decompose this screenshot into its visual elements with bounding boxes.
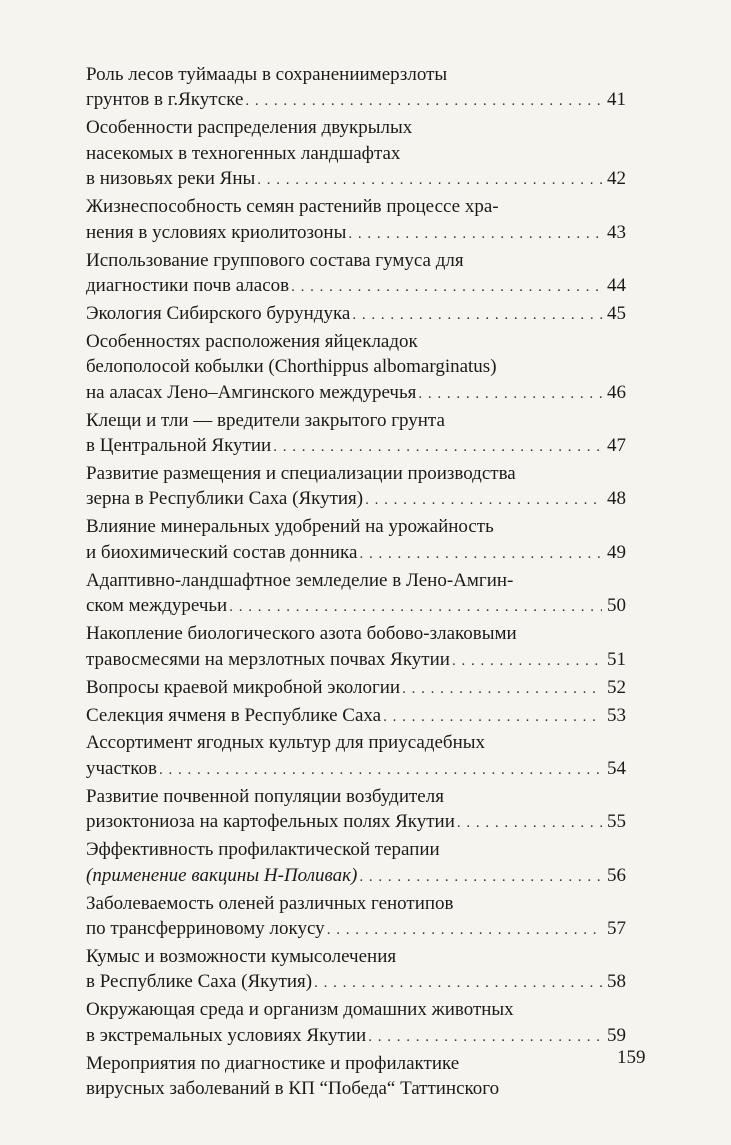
toc-entry-line: [86, 969, 626, 994]
toc-entry-text: и биохимический состав донника: [86, 541, 358, 563]
toc-entry-text: Ассортимент ягодных культур для приусадебных: [86, 732, 485, 754]
toc-entry-line: [86, 115, 626, 140]
toc-page-number: 51: [607, 648, 626, 670]
toc-entry-line: [86, 944, 626, 969]
toc-entry-line: [86, 87, 626, 112]
toc-entry-text: в низовьях реки Яны: [86, 168, 256, 190]
toc-entry-text: Клещи и тли — вредители закрытого грунта: [86, 409, 445, 431]
toc-entry-text: насекомых в техногенных ландшафтах: [86, 142, 401, 164]
toc-entry-line: [86, 784, 626, 809]
toc-entry-text: Жизнеспособность семян растенийв процессе хра-: [86, 196, 499, 218]
dot-leader: [352, 303, 602, 328]
toc-entry-text: Использование группового состава гумуса для: [86, 249, 464, 271]
toc-entry-text: ризоктониоза на картофельных полях Якутии: [86, 811, 455, 833]
toc-entry-line: [86, 514, 626, 539]
toc-page-number: 47: [607, 435, 626, 457]
toc-entry-line: [86, 248, 626, 273]
toc-page-number: 46: [607, 381, 626, 403]
toc-entry-line: [86, 621, 626, 646]
toc-entry-line: [86, 220, 626, 245]
toc-entry-line: [86, 675, 626, 700]
toc-entry-text: Развитие почвенной популяции возбудителя: [86, 785, 444, 807]
toc-entry-text: Адаптивно-ландшафтное земледелие в Лено-Амгин-: [86, 569, 514, 591]
toc-entry: [86, 675, 626, 700]
dot-leader: [383, 705, 602, 730]
toc-entry-line: [86, 997, 626, 1022]
toc-entry-line: [86, 1023, 626, 1048]
toc-entry-text: (применение вакцины Н-Поливак): [86, 864, 358, 886]
toc-entry-line: [86, 329, 626, 354]
toc-entry-text: Селекция ячменя в Республике Саха: [86, 704, 382, 726]
toc-entry-text: белополосой кобылки (Chorthippus albomarginatus): [86, 356, 497, 378]
toc-entry-line: [86, 703, 626, 728]
toc-entry-line: [86, 1076, 626, 1101]
toc-page-number: 43: [607, 221, 626, 243]
dot-leader: [291, 275, 602, 300]
dot-leader: [314, 971, 602, 996]
toc-entry-text: травосмесями на мерзлотных почвах Якутии: [86, 648, 450, 670]
toc-entry-text: Окружающая среда и организм домашних животных: [86, 999, 514, 1021]
toc-entry: [86, 301, 626, 326]
toc-entry: [86, 329, 626, 405]
toc-entry: [86, 461, 626, 512]
toc-page-number: 49: [607, 541, 626, 563]
toc-page-number: 50: [607, 595, 626, 617]
toc-entry-text: Влияние минеральных удобрений на урожайность: [86, 516, 494, 538]
toc-entry: [86, 891, 626, 942]
toc-entry-text: Заболеваемость оленей различных генотипов: [86, 892, 454, 914]
toc-page-number: 42: [607, 168, 626, 190]
toc-page-number: 48: [607, 488, 626, 510]
toc-entry-line: [86, 166, 626, 191]
dot-leader: [418, 382, 602, 407]
dot-leader: [452, 649, 602, 674]
toc-entry: [86, 997, 626, 1048]
toc-entry-line: [86, 891, 626, 916]
toc-entry-text: участков: [86, 757, 157, 779]
toc-entry-text: нения в условиях криолитозоны: [86, 221, 347, 243]
toc-entry-line: [86, 273, 626, 298]
toc-entry-text: зерна в Республики Саха (Якутия): [86, 488, 364, 510]
toc-entry: [86, 944, 626, 995]
toc-entry: [86, 62, 626, 113]
toc-entry: [86, 730, 626, 781]
toc-entry-text: по трансферриновому локусу: [86, 918, 325, 939]
toc-entry-text: вирусных заболеваний в КП “Победа“ Таттинского: [86, 1078, 500, 1100]
toc-entry-line: [86, 1051, 626, 1076]
dot-leader: [273, 435, 602, 460]
toc-page-number: 41: [607, 89, 626, 111]
table-of-contents: [86, 62, 626, 1104]
toc-entry: [86, 408, 626, 459]
toc-entry-text: диагностики почв аласов: [86, 274, 290, 296]
toc-entry-text: Накопление биологического азота бобово-злаковыми: [86, 623, 517, 645]
dot-leader: [368, 1025, 602, 1050]
dot-leader: [359, 542, 602, 567]
dot-leader: [229, 595, 602, 620]
toc-page-number: 44: [607, 274, 626, 296]
toc-entry-line: [86, 730, 626, 755]
toc-entry: [86, 514, 626, 565]
toc-entry-line: [86, 916, 626, 941]
toc-entry-line: [86, 837, 626, 862]
dot-leader: [159, 758, 602, 783]
toc-entry: [86, 248, 626, 299]
dot-leader: [359, 865, 602, 890]
toc-entry-line: [86, 380, 626, 405]
toc-entry-line: [86, 809, 626, 834]
toc-entry: [86, 1051, 626, 1102]
toc-entry: [86, 115, 626, 191]
toc-entry-text: в экстремальных условиях Якутии: [86, 1024, 367, 1046]
toc-entry-line: [86, 568, 626, 593]
toc-entry-line: [86, 540, 626, 565]
toc-page-number: 59: [607, 1024, 626, 1046]
toc-entry-line: [86, 433, 626, 458]
toc-entry-text: в Республике Саха (Якутия): [86, 971, 313, 993]
toc-entry: [86, 703, 626, 728]
toc-entry-line: [86, 647, 626, 672]
toc-entry: [86, 621, 626, 672]
toc-entry-line: [86, 194, 626, 219]
toc-entry: [86, 194, 626, 245]
dot-leader: [257, 168, 602, 193]
page-number: 159: [617, 1047, 646, 1068]
dot-leader: [327, 918, 602, 943]
dot-leader: [402, 677, 602, 702]
dot-leader: [365, 488, 602, 513]
toc-page-number: 54: [607, 757, 626, 779]
toc-page-number: 52: [607, 676, 626, 698]
toc-entry-text: Особенностях расположения яйцекладок: [86, 330, 418, 352]
toc-entry: [86, 837, 626, 888]
toc-entry-line: [86, 486, 626, 511]
toc-page-number: 53: [607, 704, 626, 726]
toc-entry-text: Особенности распределения двукрылых: [86, 117, 413, 139]
toc-entry-text: Эффективность профилактической терапии: [86, 839, 440, 861]
toc-entry: [86, 784, 626, 835]
toc-entry-line: [86, 756, 626, 781]
toc-entry-line: [86, 593, 626, 618]
toc-entry-text: Роль лесов туймаады в сохранениимерзлоты: [86, 64, 448, 85]
toc-entry-text: на аласах Лено–Амгинского междуречья: [86, 381, 417, 403]
toc-page-number: 45: [607, 302, 626, 324]
toc-entry-line: [86, 62, 626, 87]
toc-page-number: 55: [607, 811, 626, 833]
toc-entry-text: Вопросы краевой микробной экологии: [86, 676, 401, 698]
toc-entry-text: Мероприятия по диагностике и профилактике: [86, 1052, 460, 1074]
toc-entry-line: [86, 141, 626, 166]
toc-entry-text: Кумыс и возможности кумысолечения: [86, 945, 397, 967]
toc-entry-text: Развитие размещения и специализации производства: [86, 463, 516, 485]
toc-entry-text: грунтов в г.Якутске: [86, 89, 244, 111]
toc-page-number: 58: [607, 971, 626, 993]
toc-entry-text: Экология Сибирского бурундука: [86, 302, 351, 324]
toc-entry-line: [86, 408, 626, 433]
toc-entry-line: [86, 863, 626, 888]
dot-leader: [348, 222, 602, 247]
toc-entry-text: ском междуречьи: [86, 595, 228, 617]
toc-entry-line: [86, 301, 626, 326]
toc-page-number: 56: [607, 864, 626, 886]
dot-leader: [457, 811, 602, 836]
toc-entry-line: [86, 461, 626, 486]
toc-entry-line: [86, 354, 626, 379]
dot-leader: [245, 89, 602, 114]
toc-entry-text: в Центральной Якутии: [86, 435, 272, 457]
toc-entry: [86, 568, 626, 619]
toc-page-number: 57: [607, 918, 626, 939]
